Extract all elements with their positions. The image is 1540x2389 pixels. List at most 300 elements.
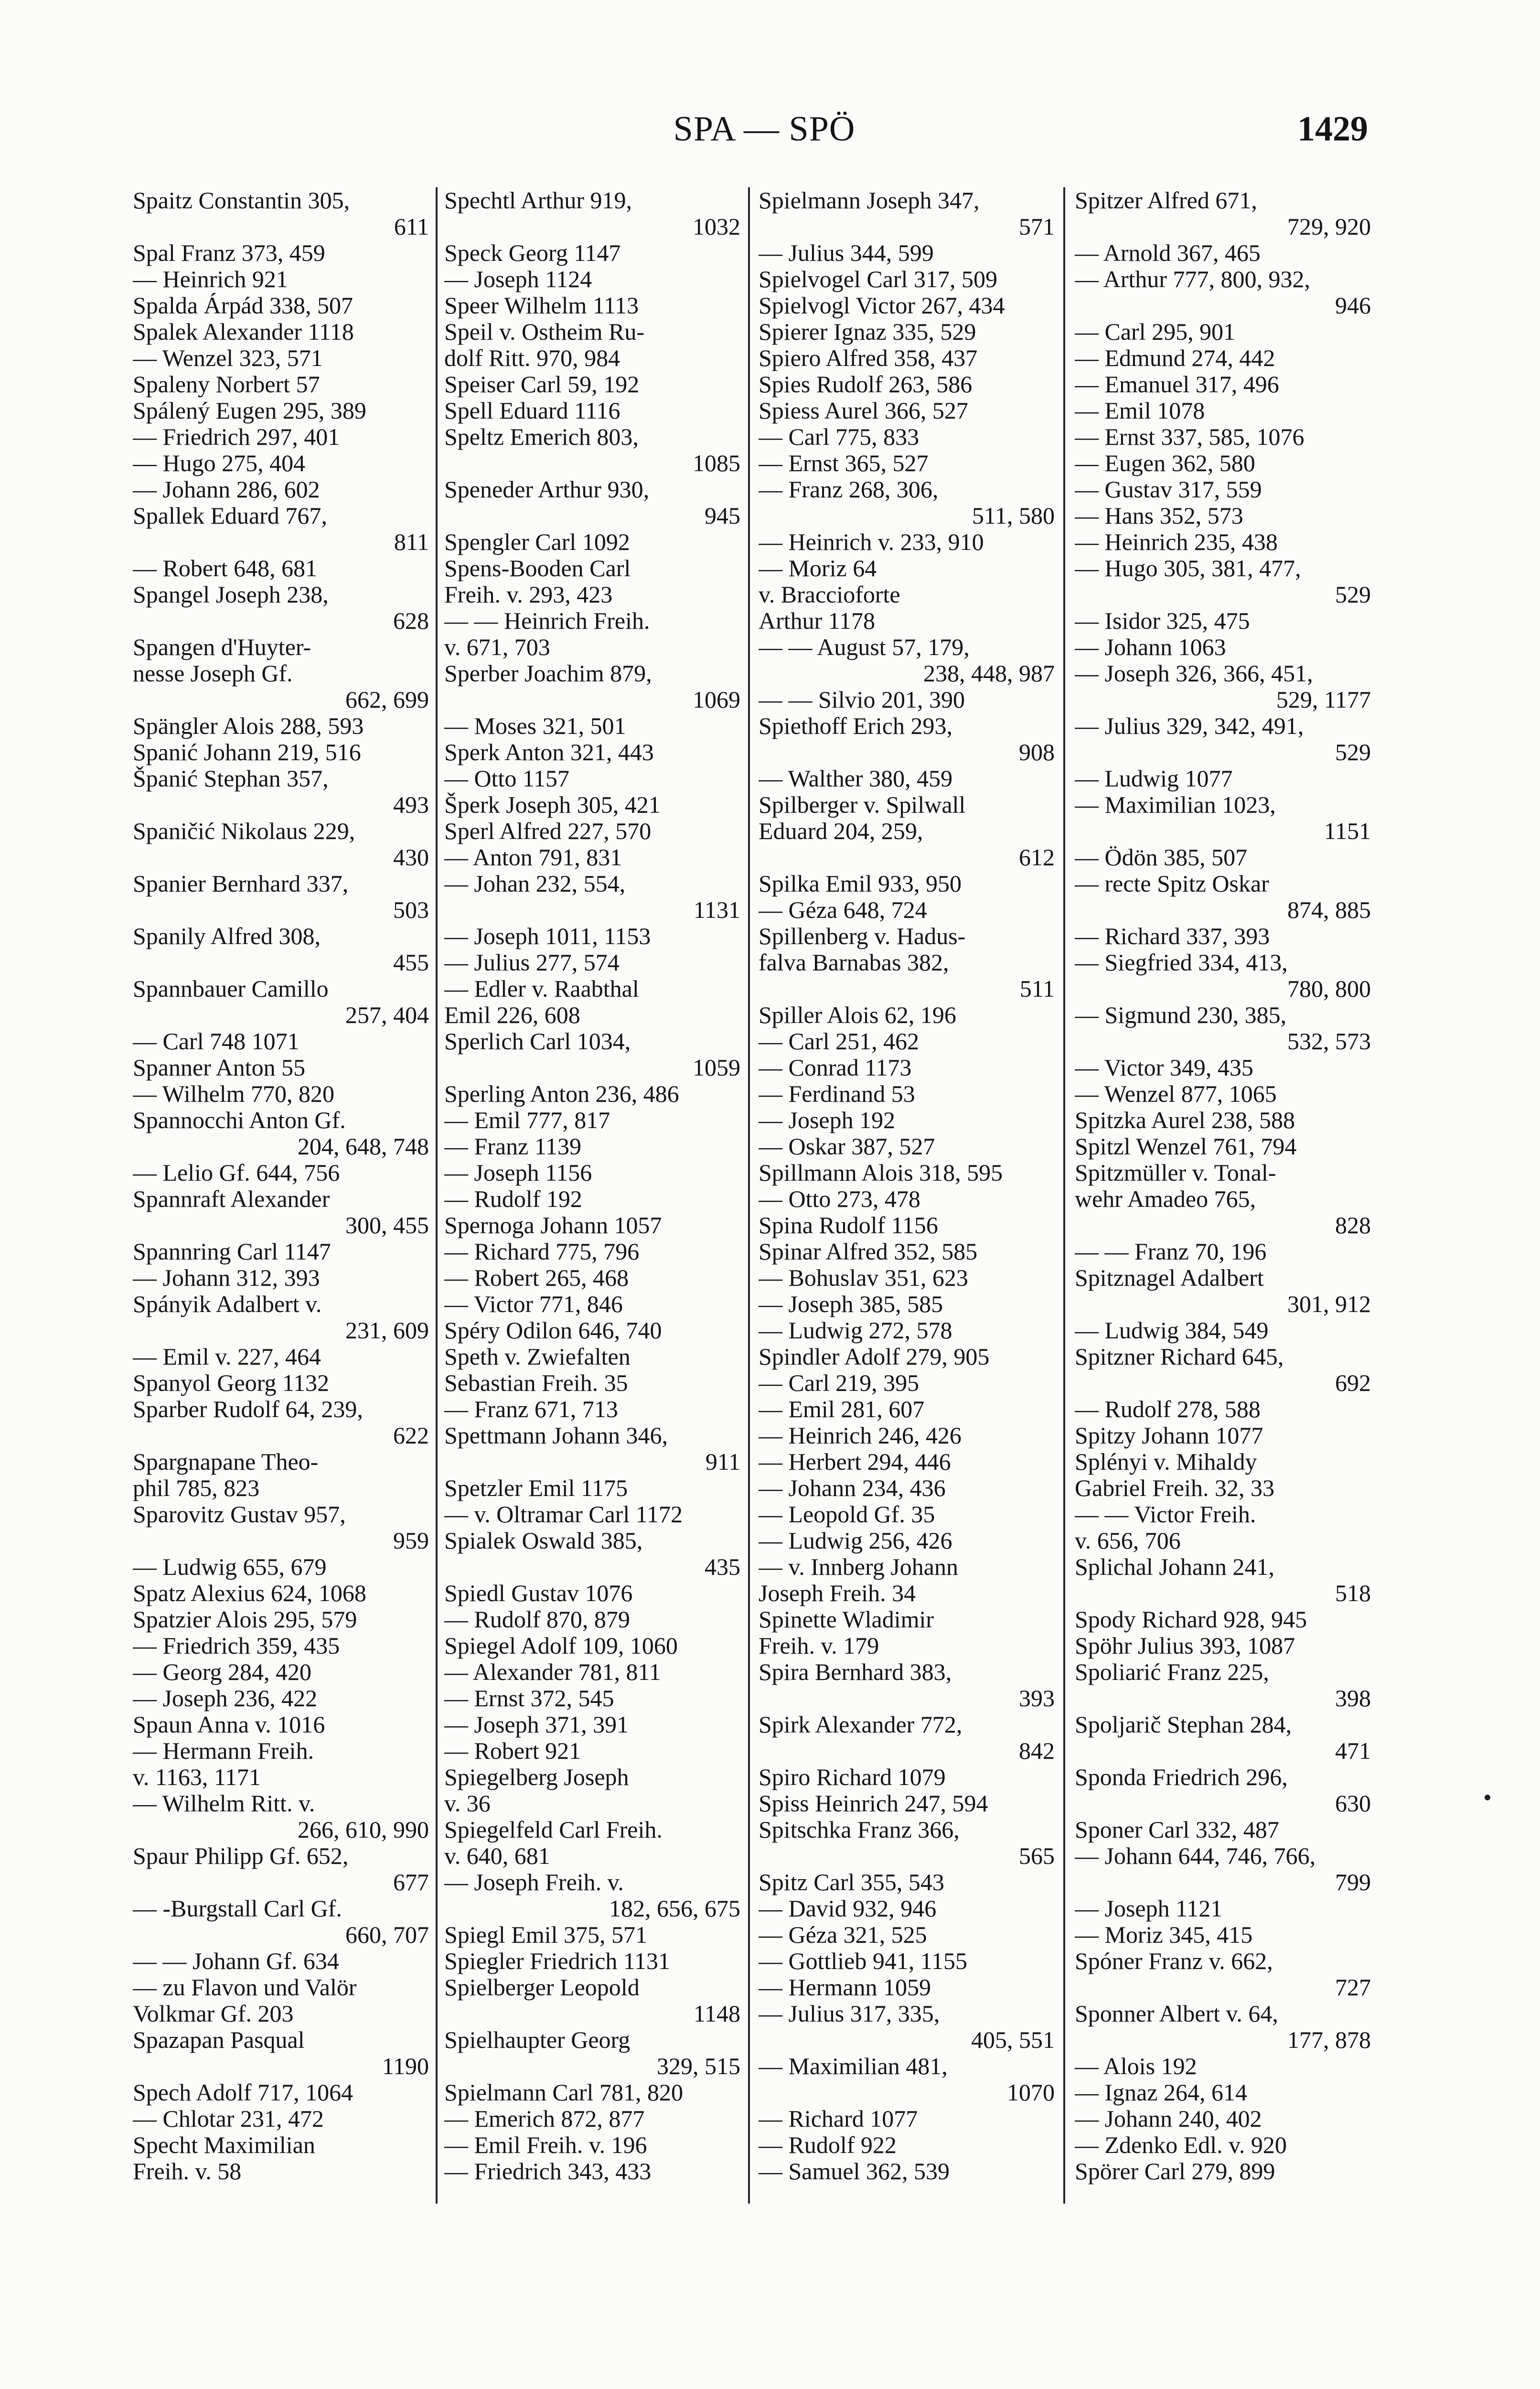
index-line: Spaničić Nikolaus 229, (133, 818, 355, 844)
index-line: 946 (1335, 292, 1371, 319)
index-line: Freih. v. 179 (759, 1633, 879, 1659)
index-line: Speiser Carl 59, 192 (444, 371, 640, 398)
index-line: Spiegl Emil 375, 571 (444, 1922, 647, 1948)
index-line: — Wenzel 323, 571 (133, 345, 323, 371)
index-line: — Julius 277, 574 (444, 949, 620, 976)
index-line: Spetzler Emil 1175 (444, 1475, 628, 1501)
index-line: — Heinrich 246, 426 (759, 1422, 962, 1449)
index-line: Spitzer Alfred 671, (1075, 187, 1257, 214)
index-line: — Franz 268, 306, (759, 476, 939, 503)
index-line: Sperling Anton 236, 486 (444, 1081, 679, 1107)
index-line: — Zdenko Edl. v. 920 (1075, 2132, 1287, 2158)
index-line: Spannocchi Anton Gf. (133, 1107, 346, 1133)
index-line: Speer Wilhelm 1113 (444, 292, 639, 319)
index-line: 630 (1335, 1790, 1371, 1817)
index-line: 300, 455 (345, 1212, 429, 1238)
index-line: — Otto 273, 478 (759, 1186, 920, 1212)
index-line: — Lelio Gf. 644, 756 (133, 1160, 340, 1186)
index-line: 612 (1019, 844, 1055, 871)
index-line: 799 (1335, 1869, 1371, 1895)
index-columns (133, 187, 1372, 2208)
index-line: 266, 610, 990 (298, 1817, 429, 1843)
index-line: Emil 226, 608 (444, 1002, 580, 1028)
index-line: 628 (393, 608, 429, 634)
page-number: 1429 (1297, 109, 1368, 149)
index-line: Spillenberg v. Hadus- (759, 923, 966, 949)
index-line: Spaun Anna v. 1016 (133, 1711, 325, 1738)
index-line: Spitzner Richard 645, (1075, 1344, 1284, 1370)
index-line: — Emerich 872, 877 (444, 2106, 645, 2132)
index-column-1 (133, 187, 429, 2208)
index-line: 842 (1019, 1738, 1055, 1764)
index-line: 811 (394, 529, 429, 555)
index-line: Spatz Alexius 624, 1068 (133, 1580, 366, 1606)
index-line: Speck Georg 1147 (444, 240, 621, 266)
index-line: Spallek Eduard 767, (133, 503, 327, 529)
index-line: 622 (393, 1422, 429, 1449)
index-line: — Ludwig 1077 (1075, 765, 1233, 792)
index-line: Sponda Friedrich 296, (1075, 1764, 1288, 1790)
index-line: Spazapan Pasqual (133, 2027, 305, 2053)
index-column-3 (759, 187, 1055, 2208)
index-line: Spaleny Norbert 57 (133, 371, 320, 398)
index-line: 532, 573 (1287, 1028, 1371, 1055)
index-line: — Isidor 325, 475 (1075, 608, 1250, 634)
index-line: — Joseph 385, 585 (759, 1291, 943, 1317)
index-line: — Franz 1139 (444, 1133, 581, 1160)
index-line: — Ernst 365, 527 (759, 450, 929, 476)
index-line: — Siegfried 334, 413, (1075, 949, 1288, 976)
index-line: 911 (705, 1449, 740, 1475)
index-line: Speil v. Ostheim Ru- (444, 319, 644, 345)
index-line: — Herbert 294, 446 (759, 1449, 951, 1475)
index-line: — Ignaz 264, 614 (1075, 2079, 1248, 2106)
index-line: — -Burgstall Carl Gf. (133, 1895, 342, 1922)
index-line: — Ludwig 655, 679 (133, 1554, 327, 1580)
index-line: Sperl Alfred 227, 570 (444, 818, 652, 844)
index-line: — Moriz 64 (759, 555, 877, 581)
index-line: 780, 800 (1287, 976, 1371, 1002)
index-line: Specht Maximilian (133, 2132, 315, 2158)
page-speck (1485, 1795, 1490, 1800)
index-line: — Johann 312, 393 (133, 1265, 320, 1291)
index-line: Spechtl Arthur 919, (444, 187, 632, 214)
index-line: — Hermann Freih. (133, 1738, 314, 1764)
index-line: 662, 699 (345, 687, 429, 713)
index-line: — Hugo 275, 404 (133, 450, 306, 476)
index-line: Španić Stephan 357, (133, 765, 329, 792)
index-line: Spina Rudolf 1156 (759, 1212, 938, 1238)
index-line: — Wenzel 877, 1065 (1075, 1081, 1277, 1107)
index-line: — Chlotar 231, 472 (133, 2106, 324, 2132)
index-line: — Hugo 305, 381, 477, (1075, 555, 1301, 581)
index-line: — recte Spitz Oskar (1075, 871, 1269, 897)
index-line: Spanyol Georg 1132 (133, 1370, 330, 1396)
index-line: wehr Amadeo 765, (1075, 1186, 1256, 1212)
index-line: — Joseph 1124 (444, 266, 592, 292)
index-line: — zu Flavon und Valör (133, 1974, 357, 2001)
index-line: — Rudolf 870, 879 (444, 1606, 630, 1633)
index-line: Spiegelberg Joseph (444, 1764, 629, 1790)
index-line: — Moses 321, 501 (444, 713, 626, 739)
index-line: Speth v. Zwiefalten (444, 1344, 631, 1370)
index-line: Spannraft Alexander (133, 1186, 330, 1212)
index-line: Spitz Carl 355, 543 (759, 1869, 944, 1895)
index-line: 182, 656, 675 (609, 1895, 740, 1922)
index-line: phil 785, 823 (133, 1475, 260, 1501)
index-line: 1151 (1324, 818, 1371, 844)
index-line: — Joseph 1156 (444, 1160, 592, 1186)
index-line: Spanić Johann 219, 516 (133, 739, 361, 765)
index-line: Sebastian Freih. 35 (444, 1370, 628, 1396)
index-line: — Ludwig 256, 426 (759, 1528, 952, 1554)
index-line: Sperber Joachim 879, (444, 660, 652, 687)
index-line: dolf Ritt. 970, 984 (444, 345, 620, 371)
index-line: — Johann 240, 402 (1075, 2106, 1262, 2132)
index-line: 393 (1019, 1685, 1055, 1711)
index-line: 329, 515 (657, 2053, 740, 2079)
index-line: — Heinrich 235, 438 (1075, 529, 1278, 555)
index-line: — Eugen 362, 580 (1075, 450, 1255, 476)
index-line: — Arthur 777, 800, 932, (1075, 266, 1311, 292)
index-line: 177, 878 (1287, 2027, 1371, 2053)
index-line: v. 1163, 1171 (133, 1764, 261, 1790)
index-line: Freih. v. 293, 423 (444, 581, 613, 608)
index-line: Spányik Adalbert v. (133, 1291, 322, 1317)
index-line: Spiegel Adolf 109, 1060 (444, 1633, 678, 1659)
index-line: Spody Richard 928, 945 (1075, 1606, 1307, 1633)
index-line: Spell Eduard 1116 (444, 398, 620, 424)
index-line: — Maximilian 481, (759, 2053, 948, 2079)
index-line: — Otto 1157 (444, 765, 570, 792)
index-line: — Richard 1077 (759, 2106, 918, 2132)
index-line: — Edler v. Raabthal (444, 976, 639, 1002)
index-line: Spirk Alexander 772, (759, 1711, 962, 1738)
index-line: Sperk Anton 321, 443 (444, 739, 654, 765)
index-line: — Joseph 236, 422 (133, 1685, 318, 1711)
index-line: 511, 580 (972, 503, 1055, 529)
index-line: Sparber Rudolf 64, 239, (133, 1396, 363, 1422)
index-line: — Joseph 371, 391 (444, 1711, 629, 1738)
index-line: — Leopold Gf. 35 (759, 1501, 935, 1528)
index-line: — Joseph Freih. v. (444, 1869, 624, 1895)
index-line: Spoliarić Franz 225, (1075, 1659, 1269, 1685)
index-line: — Friedrich 297, 401 (133, 424, 340, 450)
index-line: — Hermann 1059 (759, 1974, 931, 2001)
index-line: 677 (393, 1869, 429, 1895)
index-line: — Robert 921 (444, 1738, 581, 1764)
index-line: Spilberger v. Spilwall (759, 792, 966, 818)
index-line: Spängler Alois 288, 593 (133, 713, 364, 739)
index-line: — Robert 265, 468 (444, 1265, 629, 1291)
index-line: Sponer Carl 332, 487 (1075, 1817, 1279, 1843)
index-line: Spiedl Gustav 1076 (444, 1580, 633, 1606)
index-line: 1070 (1007, 2079, 1055, 2106)
index-line: — Ludwig 272, 578 (759, 1317, 952, 1344)
index-line: — Johann 1063 (1075, 634, 1226, 660)
index-line: 828 (1335, 1212, 1371, 1238)
index-line: Speltz Emerich 803, (444, 424, 639, 450)
index-line: — Joseph 1011, 1153 (444, 923, 651, 949)
index-line: — Emil v. 227, 464 (133, 1344, 321, 1370)
index-line: Spielmann Carl 781, 820 (444, 2079, 683, 2106)
index-line: — Joseph 1121 (1075, 1895, 1223, 1922)
index-line: Spielvogl Victor 267, 434 (759, 292, 1005, 319)
index-line: — — Johann Gf. 634 (133, 1948, 339, 1974)
index-line: Sperlich Carl 1034, (444, 1028, 631, 1055)
index-line: — David 932, 946 (759, 1895, 937, 1922)
index-line: Spierer Ignaz 335, 529 (759, 319, 976, 345)
index-line: — Franz 671, 713 (444, 1396, 618, 1422)
index-line: — Robert 648, 681 (133, 555, 318, 581)
index-line: Spiro Richard 1079 (759, 1764, 946, 1790)
index-line: Spitzka Aurel 238, 588 (1075, 1107, 1295, 1133)
index-line: — Heinrich v. 233, 910 (759, 529, 984, 555)
index-line: — Julius 329, 342, 491, (1075, 713, 1304, 739)
index-line: Joseph Freih. 34 (759, 1580, 916, 1606)
index-line: Spitzl Wenzel 761, 794 (1075, 1133, 1297, 1160)
index-line: — Conrad 1173 (759, 1055, 912, 1081)
column-divider (436, 187, 438, 2204)
index-line: Spiegler Friedrich 1131 (444, 1948, 671, 1974)
index-line: 238, 448, 987 (923, 660, 1055, 687)
index-line: Splényi v. Mihaldy (1075, 1449, 1257, 1475)
index-line: Spies Rudolf 263, 586 (759, 371, 973, 398)
index-line: Spálený Eugen 295, 389 (133, 398, 366, 424)
index-line: v. Braccioforte (759, 581, 900, 608)
index-line: — Bohuslav 351, 623 (759, 1265, 968, 1291)
index-line: 529 (1335, 739, 1371, 765)
index-line: — Heinrich 921 (133, 266, 288, 292)
index-line: Speneder Arthur 930, (444, 476, 650, 503)
index-line: Spielmann Joseph 347, (759, 187, 980, 214)
index-line: 565 (1019, 1843, 1055, 1869)
index-line: 611 (394, 214, 429, 240)
index-line: — Ludwig 384, 549 (1075, 1317, 1269, 1344)
index-line: Spaur Philipp Gf. 652, (133, 1843, 349, 1869)
index-line: 1069 (693, 687, 740, 713)
index-line: Spielberger Leopold (444, 1974, 640, 2001)
index-line: 571 (1019, 214, 1055, 240)
index-line: 1032 (693, 214, 740, 240)
index-line: Spiller Alois 62, 196 (759, 1002, 956, 1028)
index-line: 301, 912 (1287, 1291, 1371, 1317)
index-line: Gabriel Freih. 32, 33 (1075, 1475, 1274, 1501)
index-line: Spielvogel Carl 317, 509 (759, 266, 997, 292)
index-line: — Carl 748 1071 (133, 1028, 299, 1055)
index-line: Spindler Adolf 279, 905 (759, 1344, 990, 1370)
index-line: Spettmann Johann 346, (444, 1422, 668, 1449)
index-line: 435 (705, 1554, 740, 1580)
index-line: Spech Adolf 717, 1064 (133, 2079, 353, 2106)
index-line: Spargnapane Theo- (133, 1449, 319, 1475)
index-line: — Julius 317, 335, (759, 2001, 940, 2027)
index-line: — — Victor Freih. (1075, 1501, 1256, 1528)
index-line: Spoljarič Stephan 284, (1075, 1711, 1292, 1738)
index-line: 692 (1335, 1370, 1371, 1396)
index-line: — Carl 775, 833 (759, 424, 920, 450)
index-line: — Ferdinand 53 (759, 1081, 915, 1107)
index-line: Eduard 204, 259, (759, 818, 923, 844)
index-line: Spira Bernhard 383, (759, 1659, 952, 1685)
index-line: Spóner Franz v. 662, (1075, 1948, 1273, 1974)
index-line: Spielhaupter Georg (444, 2027, 631, 2053)
index-line: — v. Oltramar Carl 1172 (444, 1501, 683, 1528)
index-line: — Hans 352, 573 (1075, 503, 1243, 529)
index-line: Spöhr Julius 393, 1087 (1075, 1633, 1295, 1659)
index-line: — — Heinrich Freih. (444, 608, 650, 634)
index-line: — Julius 344, 599 (759, 240, 934, 266)
index-line: Spillmann Alois 318, 595 (759, 1160, 1003, 1186)
index-line: Spanner Anton 55 (133, 1055, 306, 1081)
index-line: 257, 404 (345, 1002, 429, 1028)
index-line: Spinette Wladimir (759, 1606, 934, 1633)
index-line: Spanily Alfred 308, (133, 923, 321, 949)
index-line: 908 (1019, 739, 1055, 765)
index-line: — Ödön 385, 507 (1075, 844, 1248, 871)
index-line: Spitznagel Adalbert (1075, 1265, 1264, 1291)
index-column-4 (1075, 187, 1371, 2208)
index-line: v. 36 (444, 1790, 491, 1817)
index-line: — Ernst 337, 585, 1076 (1075, 424, 1305, 450)
index-line: 945 (705, 503, 740, 529)
index-line: — Wilhelm Ritt. v. (133, 1790, 315, 1817)
index-line: Arthur 1178 (759, 608, 875, 634)
index-line: — Maximilian 1023, (1075, 792, 1276, 818)
index-line: — Carl 295, 901 (1075, 319, 1236, 345)
index-line: Spiss Heinrich 247, 594 (759, 1790, 988, 1817)
index-line: Spens-Booden Carl (444, 555, 631, 581)
index-line: — Alexander 781, 811 (444, 1659, 661, 1685)
index-line: — Géza 321, 525 (759, 1922, 927, 1948)
index-line: Splichal Johann 241, (1075, 1554, 1275, 1580)
index-line: v. 671, 703 (444, 634, 550, 660)
index-line: — Richard 337, 393 (1075, 923, 1270, 949)
index-line: — Sigmund 230, 385, (1075, 1002, 1287, 1028)
index-line: — Richard 775, 796 (444, 1238, 640, 1265)
index-line: 231, 609 (345, 1317, 429, 1344)
index-line: Spannring Carl 1147 (133, 1238, 331, 1265)
index-line: Volkmar Gf. 203 (133, 2001, 294, 2027)
index-line: Spiethoff Erich 293, (759, 713, 952, 739)
index-line: — Arnold 367, 465 (1075, 240, 1261, 266)
index-line: — Victor 349, 435 (1075, 1055, 1253, 1081)
index-line: Spiegelfeld Carl Freih. (444, 1817, 663, 1843)
index-line: v. 656, 706 (1075, 1528, 1181, 1554)
index-line: Spiess Aurel 366, 527 (759, 398, 968, 424)
index-line: — v. Innberg Johann (759, 1554, 958, 1580)
index-line: — Carl 219, 395 (759, 1370, 920, 1396)
index-line: 471 (1335, 1738, 1371, 1764)
index-line: — Rudolf 192 (444, 1186, 582, 1212)
index-line: — Johann 644, 746, 766, (1075, 1843, 1316, 1869)
index-line: — Gustav 317, 559 (1075, 476, 1262, 503)
index-line: 518 (1335, 1580, 1371, 1606)
index-line: — Emil 777, 817 (444, 1107, 610, 1133)
index-line: — Walther 380, 459 (759, 765, 953, 792)
index-line: — Johan 232, 554, (444, 871, 626, 897)
index-line: 398 (1335, 1685, 1371, 1711)
index-line: — Carl 251, 462 (759, 1028, 920, 1055)
index-line: Spilka Emil 933, 950 (759, 871, 962, 897)
index-line: 529 (1335, 581, 1371, 608)
page-header (0, 109, 1540, 166)
index-line: — Gottlieb 941, 1155 (759, 1948, 968, 1974)
index-line: Freih. v. 58 (133, 2158, 242, 2185)
index-line: — — Franz 70, 196 (1075, 1238, 1267, 1265)
index-line: — Anton 791, 831 (444, 844, 622, 871)
index-line: 503 (393, 897, 429, 923)
index-line: Spaitz Constantin 305, (133, 187, 350, 214)
index-line: — Victor 771, 846 (444, 1291, 623, 1317)
index-line: — Géza 648, 724 (759, 897, 927, 923)
index-line: 874, 885 (1287, 897, 1371, 923)
index-line: 405, 551 (971, 2027, 1055, 2053)
index-line: 1085 (693, 450, 740, 476)
index-line: Spitschka Franz 366, (759, 1817, 960, 1843)
column-divider (1063, 187, 1065, 2204)
index-line: Spalda Árpád 338, 507 (133, 292, 353, 319)
page-title: SPA — SPÖ (673, 109, 856, 149)
index-line: Spéry Odilon 646, 740 (444, 1317, 662, 1344)
index-line: Spengler Carl 1092 (444, 529, 630, 555)
index-line: Spannbauer Camillo (133, 976, 329, 1002)
index-line: falva Barnabas 382, (759, 949, 949, 976)
index-line: — Johann 286, 602 (133, 476, 320, 503)
index-line: Spitzmüller v. Tonal- (1075, 1160, 1276, 1186)
index-line: Spal Franz 373, 459 (133, 240, 325, 266)
index-line: 727 (1335, 1974, 1371, 2001)
index-line: 660, 707 (345, 1922, 429, 1948)
index-line: 204, 648, 748 (298, 1133, 429, 1160)
index-line: — Joseph 326, 366, 451, (1075, 660, 1313, 687)
index-line: — Samuel 362, 539 (759, 2158, 950, 2185)
index-line: — Friedrich 359, 435 (133, 1633, 340, 1659)
index-line: 493 (393, 792, 429, 818)
index-line: Spitzy Johann 1077 (1075, 1422, 1263, 1449)
index-line: — Georg 284, 420 (133, 1659, 312, 1685)
index-line: — Oskar 387, 527 (759, 1133, 935, 1160)
index-line: 430 (393, 844, 429, 871)
index-line: 1190 (382, 2053, 429, 2079)
index-line: 511 (1019, 976, 1055, 1002)
index-line: Spangen d'Huyter- (133, 634, 311, 660)
index-line: — Emil Freih. v. 196 (444, 2132, 647, 2158)
index-line: — — August 57, 179, (759, 634, 970, 660)
index-line: — Emil 281, 607 (759, 1396, 925, 1422)
index-line: — Alois 192 (1075, 2053, 1197, 2079)
index-line: — Wilhelm 770, 820 (133, 1081, 335, 1107)
index-line: 1131 (693, 897, 740, 923)
index-line: — Johann 234, 436 (759, 1475, 946, 1501)
index-line: Spanier Bernhard 337, (133, 871, 349, 897)
index-line: Spatzier Alois 295, 579 (133, 1606, 357, 1633)
index-line: Spalek Alexander 1118 (133, 319, 354, 345)
index-line: Spangel Joseph 238, (133, 581, 329, 608)
index-line: — Emanuel 317, 496 (1075, 371, 1279, 398)
index-line: Šperk Joseph 305, 421 (444, 792, 661, 818)
index-line: 729, 920 (1287, 214, 1371, 240)
index-column-2 (444, 187, 740, 2208)
index-line: 529, 1177 (1276, 687, 1371, 713)
index-line: — Moriz 345, 415 (1075, 1922, 1253, 1948)
index-line: — Rudolf 278, 588 (1075, 1396, 1261, 1422)
index-line: — Edmund 274, 442 (1075, 345, 1275, 371)
index-line: Sparovitz Gustav 957, (133, 1501, 346, 1528)
index-line: — — Silvio 201, 390 (759, 687, 965, 713)
index-line: Spinar Alfred 352, 585 (759, 1238, 978, 1265)
index-line: — Ernst 372, 545 (444, 1685, 614, 1711)
